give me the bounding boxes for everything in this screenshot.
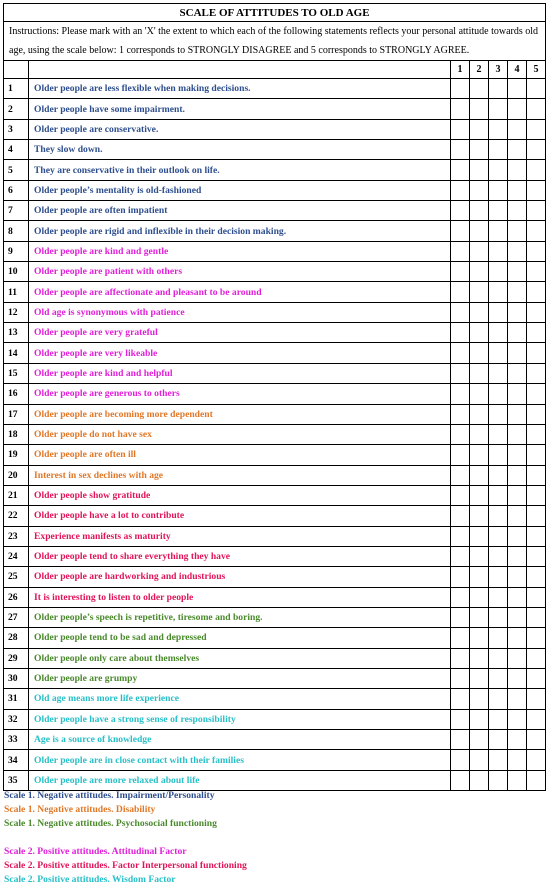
scale-header-1: 1: [451, 61, 470, 79]
rating-cell-2[interactable]: [470, 526, 489, 546]
item-number: 7: [4, 201, 29, 221]
rating-cell-1[interactable]: [451, 384, 470, 404]
legend-entry: Scale 2. Positive attitudes. Wisdom Factor: [4, 874, 176, 885]
rating-cell-2[interactable]: [470, 648, 489, 668]
item-statement: Older people are affectionate and pleasant to be around: [29, 282, 451, 302]
item-number: 18: [4, 424, 29, 444]
rating-cell-2[interactable]: [470, 241, 489, 261]
rating-cell-1[interactable]: [451, 119, 470, 139]
item-statement: Older people are grumpy: [29, 668, 451, 688]
rating-cell-5[interactable]: [527, 506, 546, 526]
rating-cell-4[interactable]: [508, 221, 527, 241]
table-row: [4, 709, 546, 729]
table-row: [4, 140, 546, 160]
rating-cell-4[interactable]: [508, 384, 527, 404]
table-row: [4, 282, 546, 302]
table-row: [4, 465, 546, 485]
item-statement: Older people are rigid and inflexible in their decision making.: [29, 221, 451, 241]
rating-cell-4[interactable]: [508, 140, 527, 160]
rating-cell-5[interactable]: [527, 363, 546, 383]
rating-cell-3[interactable]: [489, 384, 508, 404]
rating-cell-5[interactable]: [527, 302, 546, 322]
rating-cell-3[interactable]: [489, 689, 508, 709]
item-number: 10: [4, 262, 29, 282]
rating-cell-3[interactable]: [489, 140, 508, 160]
rating-cell-2[interactable]: [470, 384, 489, 404]
rating-cell-3[interactable]: [489, 567, 508, 587]
table-row: [4, 424, 546, 444]
rating-cell-3[interactable]: [489, 343, 508, 363]
item-statement: Older people are generous to others: [29, 384, 451, 404]
table-row: [4, 79, 546, 99]
legend-entry: Scale 2. Positive attitudes. Attitudinal Factor: [4, 846, 187, 857]
item-number: 20: [4, 465, 29, 485]
rating-cell-3[interactable]: [489, 750, 508, 770]
rating-cell-4[interactable]: [508, 160, 527, 180]
rating-cell-4[interactable]: [508, 730, 527, 750]
rating-cell-3[interactable]: [489, 730, 508, 750]
rating-cell-5[interactable]: [527, 485, 546, 505]
item-number: 22: [4, 506, 29, 526]
item-number: 11: [4, 282, 29, 302]
table-row: [4, 241, 546, 261]
rating-cell-5[interactable]: [527, 221, 546, 241]
rating-cell-3[interactable]: [489, 424, 508, 444]
rating-cell-4[interactable]: [508, 99, 527, 119]
table-row: [4, 770, 546, 790]
table-row: [4, 546, 546, 566]
rating-cell-1[interactable]: [451, 648, 470, 668]
attitude-scale-table: [3, 3, 546, 791]
item-number: 23: [4, 526, 29, 546]
table-row: [4, 730, 546, 750]
rating-cell-2[interactable]: [470, 506, 489, 526]
rating-cell-5[interactable]: [527, 709, 546, 729]
table-row: [4, 302, 546, 322]
rating-cell-3[interactable]: [489, 445, 508, 465]
rating-cell-1[interactable]: [451, 302, 470, 322]
rating-cell-5[interactable]: [527, 79, 546, 99]
rating-cell-2[interactable]: [470, 587, 489, 607]
item-number: 28: [4, 628, 29, 648]
rating-cell-2[interactable]: [470, 180, 489, 200]
table-row: [4, 119, 546, 139]
rating-cell-4[interactable]: [508, 546, 527, 566]
rating-cell-2[interactable]: [470, 221, 489, 241]
item-statement: It is interesting to listen to older people: [29, 587, 451, 607]
item-statement: Older people are in close contact with their families: [29, 750, 451, 770]
scale-header-3: 3: [489, 61, 508, 79]
rating-cell-3[interactable]: [489, 282, 508, 302]
rating-cell-2[interactable]: [470, 546, 489, 566]
rating-cell-1[interactable]: [451, 282, 470, 302]
rating-cell-5[interactable]: [527, 160, 546, 180]
rating-cell-3[interactable]: [489, 241, 508, 261]
rating-cell-4[interactable]: [508, 567, 527, 587]
item-statement: Old age means more life experience: [29, 689, 451, 709]
rating-cell-1[interactable]: [451, 180, 470, 200]
item-number: 34: [4, 750, 29, 770]
item-number: 13: [4, 323, 29, 343]
rating-cell-3[interactable]: [489, 119, 508, 139]
rating-cell-3[interactable]: [489, 201, 508, 221]
item-number: 16: [4, 384, 29, 404]
rating-cell-2[interactable]: [470, 730, 489, 750]
item-statement: Experience manifests as maturity: [29, 526, 451, 546]
rating-cell-4[interactable]: [508, 709, 527, 729]
item-number: 19: [4, 445, 29, 465]
rating-cell-3[interactable]: [489, 485, 508, 505]
item-statement: Old age is synonymous with patience: [29, 302, 451, 322]
rating-cell-4[interactable]: [508, 506, 527, 526]
rating-cell-1[interactable]: [451, 770, 470, 790]
table-row: [4, 750, 546, 770]
rating-cell-2[interactable]: [470, 668, 489, 688]
table-row: [4, 343, 546, 363]
rating-cell-5[interactable]: [527, 404, 546, 424]
rating-cell-5[interactable]: [527, 668, 546, 688]
scale-title: SCALE OF ATTITUDES TO OLD AGE: [4, 4, 546, 22]
rating-cell-4[interactable]: [508, 628, 527, 648]
rating-cell-3[interactable]: [489, 180, 508, 200]
scale-header-5: 5: [527, 61, 546, 79]
rating-cell-3[interactable]: [489, 302, 508, 322]
item-number: 33: [4, 730, 29, 750]
rating-cell-1[interactable]: [451, 201, 470, 221]
rating-cell-4[interactable]: [508, 424, 527, 444]
item-number: 31: [4, 689, 29, 709]
rating-cell-2[interactable]: [470, 770, 489, 790]
table-row: [4, 506, 546, 526]
rating-cell-3[interactable]: [489, 363, 508, 383]
rating-cell-5[interactable]: [527, 140, 546, 160]
scale-legend: [4, 789, 544, 887]
table-row: [4, 404, 546, 424]
item-number: 24: [4, 546, 29, 566]
rating-cell-4[interactable]: [508, 241, 527, 261]
rating-cell-4[interactable]: [508, 363, 527, 383]
rating-cell-5[interactable]: [527, 241, 546, 261]
table-row: [4, 262, 546, 282]
rating-cell-3[interactable]: [489, 262, 508, 282]
table-row: [4, 607, 546, 627]
rating-cell-1[interactable]: [451, 506, 470, 526]
rating-cell-1[interactable]: [451, 750, 470, 770]
table-row: [4, 445, 546, 465]
item-number: 27: [4, 607, 29, 627]
table-row: [4, 526, 546, 546]
rating-cell-2[interactable]: [470, 689, 489, 709]
item-statement: Age is a source of knowledge: [29, 730, 451, 750]
rating-cell-2[interactable]: [470, 140, 489, 160]
item-statement: Older people are often impatient: [29, 201, 451, 221]
rating-cell-3[interactable]: [489, 506, 508, 526]
rating-cell-4[interactable]: [508, 445, 527, 465]
item-statement: Older people are very likeable: [29, 343, 451, 363]
rating-cell-1[interactable]: [451, 79, 470, 99]
item-number: 15: [4, 363, 29, 383]
table-row: [4, 201, 546, 221]
rating-cell-1[interactable]: [451, 465, 470, 485]
rating-cell-4[interactable]: [508, 668, 527, 688]
rating-cell-2[interactable]: [470, 567, 489, 587]
rating-cell-3[interactable]: [489, 770, 508, 790]
rating-cell-1[interactable]: [451, 445, 470, 465]
legend-spacer: [4, 831, 544, 845]
rating-cell-4[interactable]: [508, 607, 527, 627]
instructions-text: Instructions: Please mark with an 'X' the extent to which each of the following statements reflects your personal attitude towards old age, using the scale below: 1 corresponds to STRONGLY DISAGREE and 5 corresponds to STRONGLY AGREE.: [4, 22, 546, 61]
item-statement: Older people are patient with others: [29, 262, 451, 282]
legend-entry: Scale 2. Positive attitudes. Factor Interpersonal functioning: [4, 860, 247, 871]
rating-cell-2[interactable]: [470, 404, 489, 424]
scale-header-row: [4, 61, 546, 79]
rating-cell-2[interactable]: [470, 99, 489, 119]
rating-cell-5[interactable]: [527, 323, 546, 343]
rating-cell-3[interactable]: [489, 648, 508, 668]
rating-cell-5[interactable]: [527, 119, 546, 139]
rating-cell-5[interactable]: [527, 648, 546, 668]
item-number: 26: [4, 587, 29, 607]
item-number: 17: [4, 404, 29, 424]
rating-cell-1[interactable]: [451, 262, 470, 282]
rating-cell-5[interactable]: [527, 262, 546, 282]
rating-cell-3[interactable]: [489, 668, 508, 688]
rating-cell-5[interactable]: [527, 201, 546, 221]
scale-header-4: 4: [508, 61, 527, 79]
rating-cell-4[interactable]: [508, 770, 527, 790]
rating-cell-1[interactable]: [451, 526, 470, 546]
header-blank-num: [4, 61, 29, 79]
table-row: [4, 668, 546, 688]
rating-cell-3[interactable]: [489, 628, 508, 648]
rating-cell-3[interactable]: [489, 526, 508, 546]
rating-cell-5[interactable]: [527, 750, 546, 770]
rating-cell-5[interactable]: [527, 465, 546, 485]
rating-cell-1[interactable]: [451, 668, 470, 688]
rating-cell-4[interactable]: [508, 302, 527, 322]
rating-cell-4[interactable]: [508, 201, 527, 221]
rating-cell-2[interactable]: [470, 485, 489, 505]
table-row: [4, 648, 546, 668]
rating-cell-2[interactable]: [470, 160, 489, 180]
rating-cell-1[interactable]: [451, 160, 470, 180]
item-statement: Older people are hardworking and industrious: [29, 567, 451, 587]
table-row: [4, 160, 546, 180]
rating-cell-4[interactable]: [508, 343, 527, 363]
rating-cell-4[interactable]: [508, 79, 527, 99]
item-number: 9: [4, 241, 29, 261]
rating-cell-4[interactable]: [508, 485, 527, 505]
item-statement: Older people’s speech is repetitive, tiresome and boring.: [29, 607, 451, 627]
rating-cell-5[interactable]: [527, 689, 546, 709]
item-statement: Older people are more relaxed about life: [29, 770, 451, 790]
rating-cell-1[interactable]: [451, 323, 470, 343]
rating-cell-4[interactable]: [508, 323, 527, 343]
item-statement: Older people do not have sex: [29, 424, 451, 444]
item-statement: Older people are very grateful: [29, 323, 451, 343]
item-number: 30: [4, 668, 29, 688]
rating-cell-1[interactable]: [451, 221, 470, 241]
item-number: 29: [4, 648, 29, 668]
rating-cell-1[interactable]: [451, 546, 470, 566]
rating-cell-2[interactable]: [470, 343, 489, 363]
rating-cell-3[interactable]: [489, 587, 508, 607]
scale-header-2: 2: [470, 61, 489, 79]
rating-cell-4[interactable]: [508, 119, 527, 139]
rating-cell-5[interactable]: [527, 99, 546, 119]
rating-cell-3[interactable]: [489, 404, 508, 424]
rating-cell-4[interactable]: [508, 526, 527, 546]
rating-cell-4[interactable]: [508, 465, 527, 485]
table-row: [4, 363, 546, 383]
rating-cell-5[interactable]: [527, 546, 546, 566]
item-number: 3: [4, 119, 29, 139]
table-row: [4, 628, 546, 648]
table-row: [4, 221, 546, 241]
item-number: 21: [4, 485, 29, 505]
rating-cell-1[interactable]: [451, 140, 470, 160]
item-number: 25: [4, 567, 29, 587]
rating-cell-2[interactable]: [470, 465, 489, 485]
rating-cell-1[interactable]: [451, 689, 470, 709]
item-statement: Older people tend to be sad and depressed: [29, 628, 451, 648]
rating-cell-2[interactable]: [470, 323, 489, 343]
table-row: [4, 485, 546, 505]
rating-cell-4[interactable]: [508, 750, 527, 770]
rating-cell-5[interactable]: [527, 384, 546, 404]
rating-cell-5[interactable]: [527, 567, 546, 587]
rating-cell-3[interactable]: [489, 221, 508, 241]
rating-cell-5[interactable]: [527, 730, 546, 750]
rating-cell-2[interactable]: [470, 424, 489, 444]
table-row: [4, 689, 546, 709]
rating-cell-3[interactable]: [489, 79, 508, 99]
item-statement: Interest in sex declines with age: [29, 465, 451, 485]
rating-cell-2[interactable]: [470, 302, 489, 322]
rating-cell-2[interactable]: [470, 201, 489, 221]
rating-cell-2[interactable]: [470, 262, 489, 282]
rating-cell-5[interactable]: [527, 526, 546, 546]
item-statement: Older people are becoming more dependent: [29, 404, 451, 424]
item-number: 35: [4, 770, 29, 790]
rating-cell-5[interactable]: [527, 424, 546, 444]
rating-cell-3[interactable]: [489, 546, 508, 566]
rating-cell-3[interactable]: [489, 465, 508, 485]
rating-cell-1[interactable]: [451, 343, 470, 363]
rating-cell-2[interactable]: [470, 750, 489, 770]
rating-cell-3[interactable]: [489, 323, 508, 343]
rating-cell-1[interactable]: [451, 709, 470, 729]
legend-entry: Scale 1. Negative attitudes. Disability: [4, 804, 156, 815]
rating-cell-2[interactable]: [470, 282, 489, 302]
item-number: 14: [4, 343, 29, 363]
rating-cell-2[interactable]: [470, 709, 489, 729]
rating-cell-2[interactable]: [470, 628, 489, 648]
item-statement: Older people are often ill: [29, 445, 451, 465]
rating-cell-4[interactable]: [508, 282, 527, 302]
rating-cell-1[interactable]: [451, 424, 470, 444]
rating-cell-5[interactable]: [527, 607, 546, 627]
table-row: [4, 323, 546, 343]
rating-cell-5[interactable]: [527, 282, 546, 302]
item-statement: Older people are conservative.: [29, 119, 451, 139]
rating-cell-1[interactable]: [451, 241, 470, 261]
item-number: 2: [4, 99, 29, 119]
item-statement: Older people are less flexible when making decisions.: [29, 79, 451, 99]
table-row: [4, 567, 546, 587]
rating-cell-3[interactable]: [489, 160, 508, 180]
rating-cell-5[interactable]: [527, 180, 546, 200]
item-statement: They are conservative in their outlook on life.: [29, 160, 451, 180]
item-statement: Older people are kind and helpful: [29, 363, 451, 383]
rating-cell-1[interactable]: [451, 587, 470, 607]
table-row: [4, 99, 546, 119]
item-statement: Older people have a lot to contribute: [29, 506, 451, 526]
rating-cell-1[interactable]: [451, 628, 470, 648]
item-statement: Older people have some impairment.: [29, 99, 451, 119]
rating-cell-4[interactable]: [508, 648, 527, 668]
rating-cell-4[interactable]: [508, 689, 527, 709]
rating-cell-2[interactable]: [470, 79, 489, 99]
item-number: 8: [4, 221, 29, 241]
header-blank-statement: [29, 61, 451, 79]
rating-cell-3[interactable]: [489, 99, 508, 119]
rating-cell-1[interactable]: [451, 363, 470, 383]
rating-cell-2[interactable]: [470, 119, 489, 139]
rating-cell-5[interactable]: [527, 343, 546, 363]
table-row: [4, 587, 546, 607]
rating-cell-1[interactable]: [451, 567, 470, 587]
item-number: 4: [4, 140, 29, 160]
item-statement: Older people are kind and gentle: [29, 241, 451, 261]
item-statement: Older people tend to share everything they have: [29, 546, 451, 566]
legend-entry: Scale 1. Negative attitudes. Psychosocial functioning: [4, 818, 217, 829]
rating-cell-1[interactable]: [451, 404, 470, 424]
rating-cell-1[interactable]: [451, 607, 470, 627]
item-number: 6: [4, 180, 29, 200]
rating-cell-5[interactable]: [527, 770, 546, 790]
rating-cell-5[interactable]: [527, 628, 546, 648]
table-row: [4, 180, 546, 200]
rating-cell-1[interactable]: [451, 730, 470, 750]
rating-cell-4[interactable]: [508, 404, 527, 424]
item-statement: Older people only care about themselves: [29, 648, 451, 668]
rating-cell-1[interactable]: [451, 485, 470, 505]
rating-cell-5[interactable]: [527, 587, 546, 607]
item-statement: Older people have a strong sense of responsibility: [29, 709, 451, 729]
rating-cell-4[interactable]: [508, 262, 527, 282]
table-row: [4, 384, 546, 404]
rating-cell-2[interactable]: [470, 607, 489, 627]
item-statement: Older people show gratitude: [29, 485, 451, 505]
item-statement: They slow down.: [29, 140, 451, 160]
legend-entry: Scale 1. Negative attitudes. Impairment/Personality: [4, 790, 215, 801]
item-number: 5: [4, 160, 29, 180]
rating-cell-2[interactable]: [470, 445, 489, 465]
rating-cell-4[interactable]: [508, 587, 527, 607]
rating-cell-3[interactable]: [489, 709, 508, 729]
item-number: 1: [4, 79, 29, 99]
rating-cell-2[interactable]: [470, 363, 489, 383]
rating-cell-1[interactable]: [451, 99, 470, 119]
rating-cell-5[interactable]: [527, 445, 546, 465]
rating-cell-3[interactable]: [489, 607, 508, 627]
item-number: 32: [4, 709, 29, 729]
rating-cell-4[interactable]: [508, 180, 527, 200]
item-number: 12: [4, 302, 29, 322]
item-statement: Older people’s mentality is old-fashioned: [29, 180, 451, 200]
